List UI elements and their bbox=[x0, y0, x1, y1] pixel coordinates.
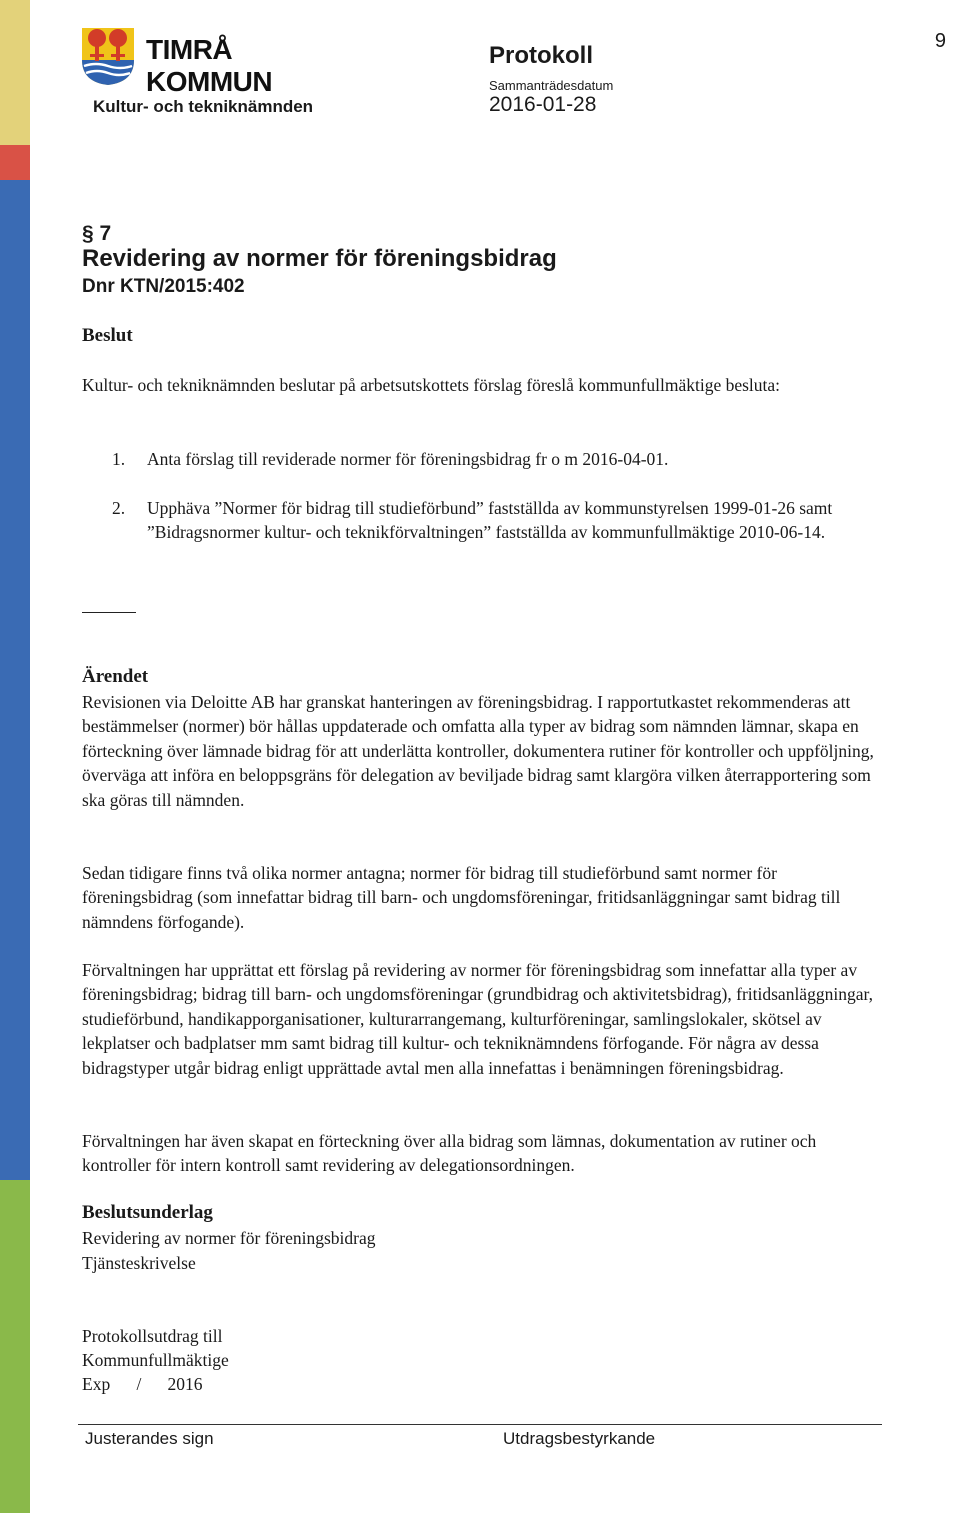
distribution-recipient: Kommunfullmäktige bbox=[82, 1350, 229, 1370]
meeting-date: 2016-01-28 bbox=[489, 93, 597, 116]
arendet-paragraph: Sedan tidigare finns två olika normer antagna; normer för bidrag till studieförbund samt normer för föreningsbidrag (som innefattar bidrag till barn- och ungdomsföreningar, fritidsanläggningar samt bidrag till nämndens förfogande). bbox=[82, 863, 841, 932]
arendet-paragraph: Förvaltningen har även skapat en förteckning över alla bidrag som lämnas, dokumentation av rutiner och kontroller för intern kontroll samt revidering av delegationsordningen. bbox=[82, 1131, 817, 1176]
underlag-item: Tjänsteskrivelse bbox=[82, 1253, 196, 1273]
decision-item-text: Anta förslag till reviderade normer för föreningsbidrag fr o m 2016-04-01. bbox=[147, 449, 669, 469]
diary-number: Dnr KTN/2015:402 bbox=[82, 276, 245, 297]
page-number: 9 bbox=[934, 30, 946, 52]
decision-item-number: 2. bbox=[112, 498, 126, 518]
heading-beslut: Beslut bbox=[82, 325, 133, 346]
logo-wordmark: TIMRÅ KOMMUN bbox=[146, 34, 273, 97]
distribution-label: Protokollsutdrag till bbox=[82, 1326, 223, 1346]
heading-arendet: Ärendet bbox=[82, 666, 149, 687]
coat-of-arms-icon bbox=[80, 26, 136, 86]
decision-item bbox=[112, 496, 882, 545]
arendet-paragraph: Revisionen via Deloitte AB har granskat hanteringen av föreningsbidrag. I rapportutkastet rekommenderas att bestämmelser (normer) bör hållas uppdaterade och omfatta alla typer av bidrag som nämnden lämnar, skapa en förteckning över lämnade bidrag för att underlätta kontroller, dokumentera rutiner för kontroller och uppföljning, överväga att införa en beloppsgräns för delegation av beviljade bidrag samt klargöra vilken återrapportering som ska göras till nämnden. bbox=[82, 692, 874, 810]
section-number: § 7 bbox=[82, 222, 112, 245]
timra-kommun-logo bbox=[80, 26, 350, 97]
separator-line bbox=[82, 612, 136, 613]
footer-rule bbox=[78, 1424, 882, 1425]
section-title: Revidering av normer för föreningsbidrag bbox=[82, 245, 557, 272]
document-title: Protokoll bbox=[489, 42, 594, 69]
committee-name: Kultur- och tekniknämnden bbox=[93, 97, 314, 116]
beslut-intro: Kultur- och tekniknämnden beslutar på arbetsutskottets förslag föreslå kommunfullmäktige besluta: bbox=[82, 375, 781, 395]
sidebar-band-yellow bbox=[0, 0, 30, 145]
heading-beslutsunderlag: Beslutsunderlag bbox=[82, 1202, 213, 1223]
footer-signature-label: Justerandes sign bbox=[85, 1429, 214, 1448]
sidebar-band-green bbox=[0, 1180, 30, 1513]
decision-item-number: 1. bbox=[112, 449, 126, 469]
decision-item bbox=[112, 447, 882, 471]
arendet-paragraph: Förvaltningen har upprättat ett förslag på revidering av normer för föreningsbidrag som innefattar alla typer av föreningsbidrag; bidrag till barn- och ungdomsföreningar (grundbidrag och aktivitetsbidrag), fritidsanläggningar, studieförbund, handikapporganisationer, kulturarrangemang, kulturföreningar, samlingslokaler, skötsel av lekplatser och badplatser mm samt bidrag till kultur- och tekniknämndens förfogande. För några av dessa bidragstyper utgår bidrag enligt upprättade avtal men alla innefattas i benämningen föreningsbidrag. bbox=[82, 960, 873, 1078]
underlag-item: Revidering av normer för föreningsbidrag bbox=[82, 1228, 376, 1248]
meeting-date-label: Sammanträdesdatum bbox=[489, 78, 614, 93]
decision-item-text: Upphäva ”Normer för bidrag till studieförbund” fastställda av kommunstyrelsen 1999-01-26 samt ”Bidragsnormer kultur- och teknikförvaltningen” fastställda av kommunfullmäktige 2010-06-14. bbox=[147, 498, 833, 543]
distribution-exp: Exp / 2016 bbox=[82, 1374, 203, 1394]
sidebar-band-red bbox=[0, 145, 30, 180]
color-sidebar bbox=[0, 0, 30, 1513]
footer-certification-label: Utdragsbestyrkande bbox=[503, 1429, 656, 1448]
